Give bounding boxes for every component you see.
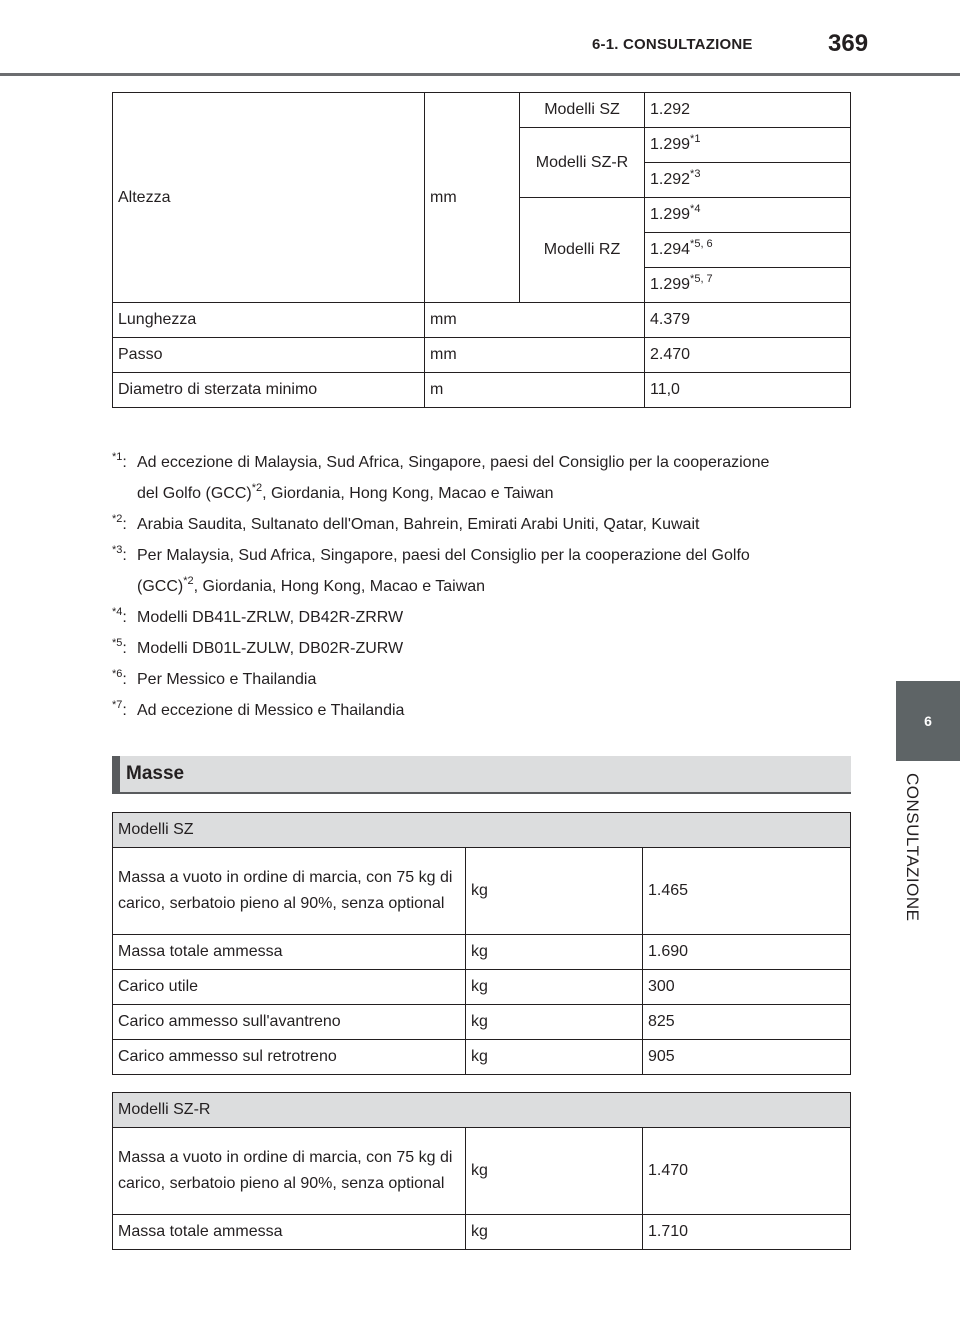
chapter-number: 6 bbox=[924, 713, 932, 729]
table-row bbox=[113, 338, 851, 373]
row-value: 1.710 bbox=[643, 1215, 851, 1250]
footnotes bbox=[112, 447, 852, 726]
altezza-value: 1.299$^{*4}$ bbox=[645, 198, 851, 233]
footnote-7: $^{*7}$: Ad eccezione di Messico e Thailandia bbox=[112, 699, 405, 719]
table-header: Modelli SZ bbox=[113, 813, 851, 848]
masse-sz-table bbox=[112, 812, 851, 1075]
footnote-2: $^{*2}$: Arabia Saudita, Sultanato dell'Oman, Bahrein, Emirati Arabi Uniti, Qatar, Kuwait bbox=[112, 513, 700, 533]
table-row bbox=[113, 1005, 851, 1040]
footnote-4: $^{*4}$: Modelli DB41L-ZRLW, DB42R-ZRRW bbox=[112, 606, 404, 626]
row-value: 905 bbox=[643, 1040, 851, 1075]
row-value: 11,0 bbox=[645, 373, 851, 408]
altezza-unit: mm bbox=[425, 93, 520, 303]
footnote-6: $^{*6}$: Per Messico e Thailandia bbox=[112, 668, 317, 688]
row-unit: kg bbox=[466, 848, 643, 935]
table-row bbox=[113, 935, 851, 970]
row-value: 1.465 bbox=[643, 848, 851, 935]
row-label: Diametro di sterzata minimo bbox=[113, 373, 425, 408]
altezza-value: 1.292$^{*3}$ bbox=[645, 163, 851, 198]
row-value: 300 bbox=[643, 970, 851, 1005]
altezza-value: 1.299$^{*5, 7}$ bbox=[645, 268, 851, 303]
row-unit: kg bbox=[466, 1128, 643, 1215]
altezza-value: 1.294$^{*5, 6}$ bbox=[645, 233, 851, 268]
row-unit: mm bbox=[425, 338, 645, 373]
masse-szr-table bbox=[112, 1092, 851, 1250]
row-label: Carico utile bbox=[113, 970, 466, 1005]
table-row bbox=[113, 970, 851, 1005]
row-unit: kg bbox=[466, 1005, 643, 1040]
altezza-sz-value: 1.292 bbox=[645, 93, 851, 128]
footnote-1: $^{*1}$: Ad eccezione di Malaysia, Sud Africa, Singapore, paesi del Consiglio per la cooperazione del Golfo (GCC)$^{*2}$, Giordania, Hong Kong, Macao e Taiwan bbox=[112, 451, 770, 502]
row-unit: mm bbox=[425, 303, 645, 338]
table-row bbox=[113, 848, 851, 935]
masse-section-header bbox=[112, 756, 851, 794]
row-label: Massa a vuoto in ordine di marcia, con 75 kg di carico, serbatoio pieno al 90%, senza optional bbox=[113, 1128, 466, 1215]
row-value: 825 bbox=[643, 1005, 851, 1040]
table-header: Modelli SZ-R bbox=[113, 1093, 851, 1128]
table-row bbox=[113, 1215, 851, 1250]
row-label: Carico ammesso sull'avantreno bbox=[113, 1005, 466, 1040]
row-label: Massa a vuoto in ordine di marcia, con 75 kg di carico, serbatoio pieno al 90%, senza optional bbox=[113, 848, 466, 935]
table-row bbox=[113, 373, 851, 408]
row-unit: kg bbox=[466, 935, 643, 970]
page-number: 369 bbox=[828, 30, 869, 57]
row-value: 1.690 bbox=[643, 935, 851, 970]
table-row bbox=[113, 1128, 851, 1215]
row-value: 2.470 bbox=[645, 338, 851, 373]
altezza-label: Altezza bbox=[113, 93, 425, 303]
footnote-3: $^{*3}$: Per Malaysia, Sud Africa, Singapore, paesi del Consiglio per la cooperazione del Golfo (GCC)$^{*2}$, Giordania, Hong Kong, Macao e Taiwan bbox=[112, 544, 750, 595]
dimensions-table bbox=[112, 92, 851, 408]
row-label: Lunghezza bbox=[113, 303, 425, 338]
row-unit: kg bbox=[466, 1040, 643, 1075]
section-title: 6-1. CONSULTAZIONE bbox=[592, 36, 753, 53]
altezza-value: 1.299$^{*1}$ bbox=[645, 128, 851, 163]
model-rz: Modelli RZ bbox=[520, 198, 645, 303]
table-row bbox=[113, 303, 851, 338]
row-label: Carico ammesso sul retrotreno bbox=[113, 1040, 466, 1075]
table-row bbox=[113, 1040, 851, 1075]
row-unit: m bbox=[425, 373, 645, 408]
chapter-tab[interactable] bbox=[896, 681, 960, 761]
masse-title: Masse bbox=[126, 763, 185, 784]
row-label: Massa totale ammessa bbox=[113, 935, 466, 970]
header-divider bbox=[0, 73, 960, 76]
footnote-5: $^{*5}$: Modelli DB01L-ZULW, DB02R-ZURW bbox=[112, 637, 404, 657]
row-value: 4.379 bbox=[645, 303, 851, 338]
row-unit: kg bbox=[466, 970, 643, 1005]
row-label: Massa totale ammessa bbox=[113, 1215, 466, 1250]
model-szr: Modelli SZ-R bbox=[520, 128, 645, 198]
model-sz: Modelli SZ bbox=[520, 93, 645, 128]
row-unit: kg bbox=[466, 1215, 643, 1250]
row-label: Passo bbox=[113, 338, 425, 373]
row-value: 1.470 bbox=[643, 1128, 851, 1215]
chapter-label: CONSULTAZIONE bbox=[903, 773, 922, 922]
